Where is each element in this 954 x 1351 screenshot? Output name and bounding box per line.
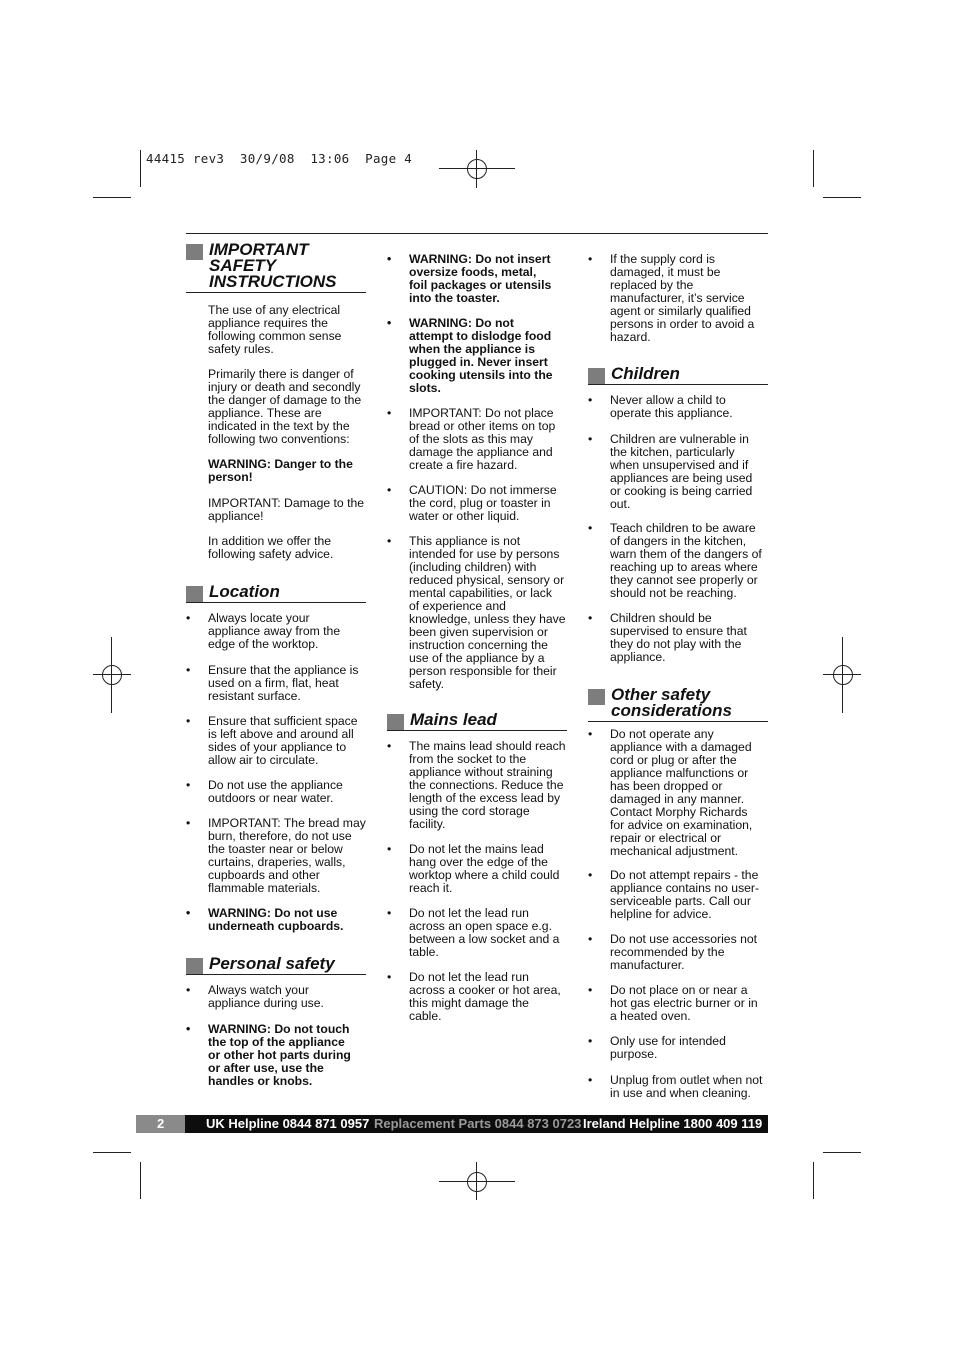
- list-item-text: Do not place on or near a hot gas electric burner or in a heated oven.: [610, 983, 758, 1023]
- uk-helpline: UK Helpline 0844 871 0957: [206, 1116, 370, 1131]
- bullet-icon: •: [387, 534, 392, 548]
- bullet-icon: •: [588, 432, 593, 446]
- list-item-text: CAUTION: Do not immerse the cord, plug or toaster in water or other liquid.: [409, 483, 557, 523]
- replacement-parts: Replacement Parts 0844 873 0723: [374, 1116, 582, 1131]
- heading-text: Children: [611, 364, 680, 383]
- crop-mark: [140, 1162, 141, 1199]
- heading-square-icon: [588, 368, 605, 384]
- heading-square-icon: [387, 714, 404, 730]
- list-item-text: Ensure that sufficient space is left above and around all sides of your appliance to allow air to circulate.: [208, 714, 358, 767]
- list-item-text: Children are vulnerable in the kitchen, particularly when unsupervised and if appliances are being used or cooking is being carried out.: [610, 432, 753, 511]
- heading-text: Other safety considerations: [611, 685, 732, 720]
- list-item-text: Ensure that the appliance is used on a firm, flat, heat resistant surface.: [208, 663, 359, 703]
- heading-important-safety: [186, 242, 366, 293]
- list-item-text: WARNING: Do not insert oversize foods, metal, foil packages or utensils into the toaster.: [409, 252, 552, 305]
- bullet-icon: •: [387, 842, 392, 856]
- list-item-text: Do not let the lead run across an open space e.g. between a low socket and a table.: [409, 906, 560, 959]
- heading-square-icon: [588, 689, 605, 705]
- bullet-icon: •: [186, 714, 191, 728]
- page-number: 2: [157, 1116, 165, 1131]
- heading-square-icon: [186, 586, 203, 602]
- bullet-icon: •: [387, 906, 392, 920]
- list-item-text: Do not use the appliance outdoors or near water.: [208, 778, 343, 805]
- list-item-text: WARNING: Do not use underneath cupboards.: [208, 906, 344, 933]
- list-item-text: Do not let the lead run across a cooker or hot area, this might damage the cable.: [409, 970, 561, 1023]
- bullet-icon: •: [387, 970, 392, 984]
- bullet-icon: •: [186, 816, 191, 830]
- bullet-icon: •: [186, 663, 191, 677]
- list-item-text: Unplug from outlet when not in use and when cleaning.: [610, 1073, 763, 1100]
- list-item-text: IMPORTANT: Do not place bread or other items on top of the slots as this may damage the appliance and create a fire hazard.: [409, 406, 556, 472]
- list-item-text: Teach children to be aware of dangers in the kitchen, warn them of the dangers of reaching up to areas where they cannot see properly or should not be reaching.: [610, 521, 762, 600]
- bullet-icon: •: [387, 252, 392, 266]
- bullet-icon: •: [588, 611, 593, 625]
- list-item-text: The mains lead should reach from the socket to the appliance without straining the connections. Reduce the length of the excess lead by using the cord storage facility.: [409, 739, 566, 831]
- heading-location: [186, 584, 366, 603]
- heading-mains-lead: [387, 712, 567, 731]
- list-item-text: This appliance is not intended for use by persons (including children) with reduced physical, sensory or mental capabilities, or lack of experience and knowledge, unless they have been given supervision or instruction concerning the use of the appliance by a person responsible for their safety.: [409, 534, 566, 691]
- heading-text: Location: [209, 582, 280, 601]
- list-item-text: If the supply cord is damaged, it must be replaced by the manufacturer, it’s service agent or similarly qualified persons in order to avoid a hazard.: [610, 252, 755, 344]
- print-slug: 44415 rev3 30/9/08 13:06 Page 4: [146, 151, 413, 166]
- bullet-icon: •: [588, 932, 593, 946]
- heading-text: Personal safety: [209, 954, 335, 973]
- bullet-icon: •: [186, 983, 191, 997]
- crop-mark: [823, 1152, 861, 1153]
- bullet-icon: •: [588, 252, 593, 266]
- list-item-text: Children should be supervised to ensure that they do not play with the appliance.: [610, 611, 747, 664]
- bullet-icon: •: [588, 727, 593, 741]
- list-item-text: Do not operate any appliance with a damaged cord or plug or after the appliance malfunctions or has been dropped or damaged in any manner. Contact Morphy Richards for advice on examination, repair or electrical or mechanical adjustment.: [610, 727, 753, 858]
- crop-mark: [93, 1152, 131, 1153]
- list-item-text: Only use for intended purpose.: [610, 1034, 726, 1061]
- heading-text: Mains lead: [410, 710, 497, 729]
- list-item-text: IMPORTANT: The bread may burn, therefore, do not use the toaster near or below curtains, draperies, walls, cupboards and other flammable materials.: [208, 816, 366, 895]
- bullet-icon: •: [186, 611, 191, 625]
- conventions-paragraph: Primarily there is danger of injury or death and secondly the danger of damage to the appliance. These are indicated in the text by the following two conventions:: [208, 367, 362, 446]
- list-item-text: WARNING: Do not touch the top of the appliance or other hot parts during or after use, use the handles or knobs.: [208, 1022, 351, 1088]
- warning-convention: WARNING: Danger to the person!: [208, 457, 353, 484]
- advice-paragraph: In addition we offer the following safety advice.: [208, 534, 334, 561]
- bullet-icon: •: [588, 1034, 593, 1048]
- bullet-icon: •: [186, 906, 191, 920]
- top-rule: [186, 233, 768, 234]
- list-item-text: Do not use accessories not recommended by the manufacturer.: [610, 932, 758, 972]
- bullet-icon: •: [387, 483, 392, 497]
- ireland-helpline: Ireland Helpline 1800 409 119: [583, 1116, 763, 1131]
- crop-mark: [813, 1162, 814, 1199]
- heading-square-icon: [186, 958, 203, 974]
- bullet-icon: •: [387, 406, 392, 420]
- crop-mark: [813, 150, 814, 187]
- list-item-text: Always watch your appliance during use.: [208, 983, 324, 1010]
- crop-mark: [140, 150, 141, 187]
- heading-personal-safety: [186, 956, 366, 975]
- bullet-icon: •: [387, 739, 392, 753]
- bullet-icon: •: [588, 393, 593, 407]
- heading-square-icon: [186, 244, 203, 260]
- bullet-icon: •: [186, 778, 191, 792]
- intro-paragraph: The use of any electrical appliance requires the following common sense safety rules.: [208, 303, 342, 356]
- bullet-icon: •: [588, 983, 593, 997]
- list-item-text: Never allow a child to operate this appliance.: [610, 393, 733, 420]
- heading-text: IMPORTANT SAFETY INSTRUCTIONS: [209, 240, 337, 291]
- bullet-icon: •: [588, 521, 593, 535]
- list-item-text: Do not attempt repairs - the appliance contains no user- serviceable parts. Call our helpline for advice.: [610, 868, 760, 921]
- list-item-text: WARNING: Do not attempt to dislodge food when the appliance is plugged in. Never insert cooking utensils into the slots.: [409, 316, 553, 395]
- list-item-text: Always locate your appliance away from the edge of the worktop.: [208, 611, 341, 651]
- bullet-icon: •: [588, 1073, 593, 1087]
- heading-children: [588, 366, 768, 385]
- crop-mark: [93, 197, 131, 198]
- list-item-text: Do not let the mains lead hang over the edge of the worktop where a child could reach it.: [409, 842, 560, 895]
- important-convention: IMPORTANT: Damage to the appliance!: [208, 496, 365, 523]
- crop-mark: [823, 197, 861, 198]
- bullet-icon: •: [588, 868, 593, 882]
- heading-other-safety: [588, 687, 768, 722]
- footer-helpline-bar: [136, 1115, 768, 1133]
- bullet-icon: •: [387, 316, 392, 330]
- bullet-icon: •: [186, 1022, 191, 1036]
